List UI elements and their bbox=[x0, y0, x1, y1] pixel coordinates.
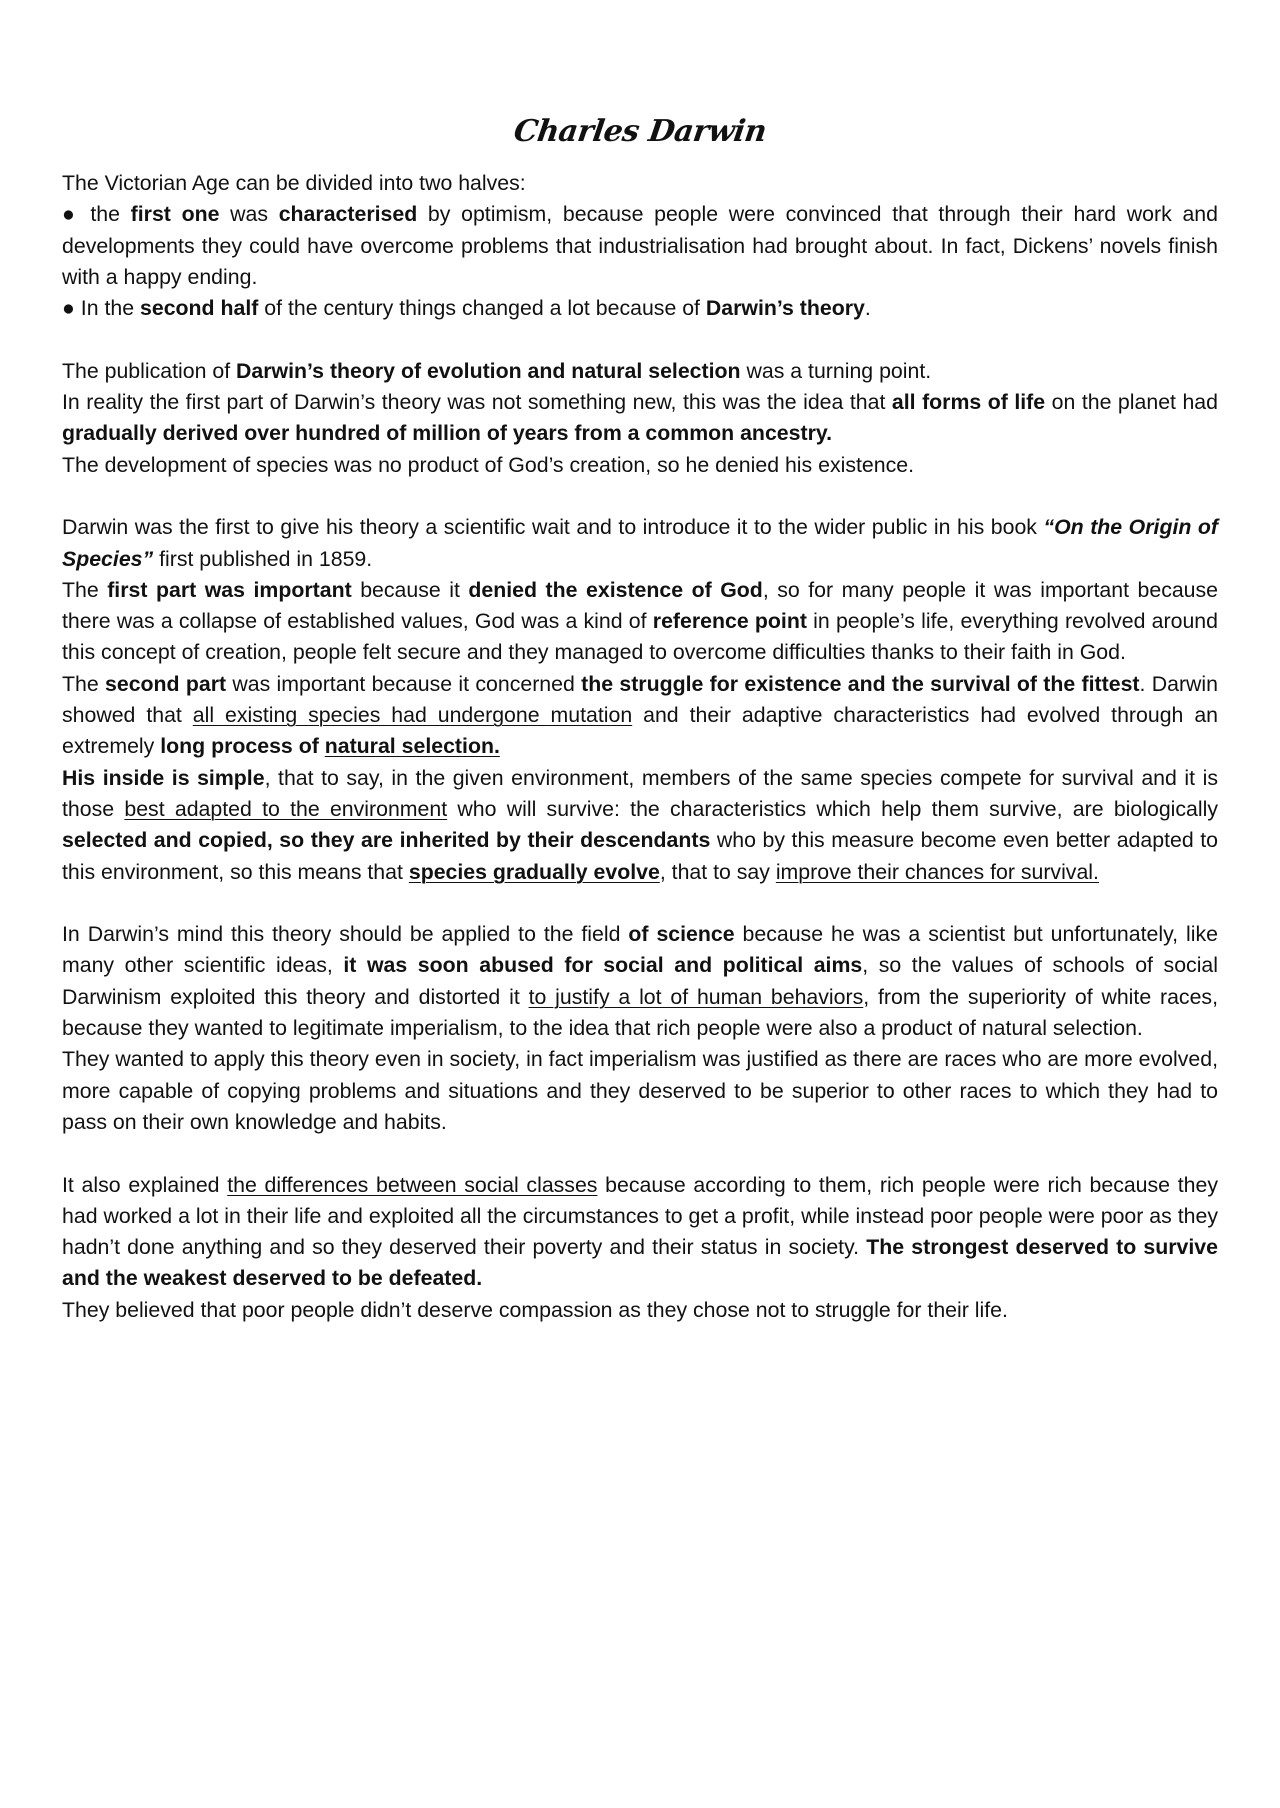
paragraph-inside-simple: His inside is simple, that to say, in the given environment, members of the same species compete for survival and it is those best adapted to the environment who will survive: the characteristics which help them survive, are biologically selected and copied, so they are inherited by their descendants who by this measure become even better adapted to this environment, so this means that species gradually evolve, that to say improve their chances for survival. bbox=[62, 765, 1219, 884]
bullet-first-half: ● the first one was characterised by optimism, because people were convinced that through their hard work and developments they could have overcome problems that industrialisation had brought about. In fact, Dickens’ novels finish with a happy ending. bbox=[62, 202, 1218, 289]
paragraph-development-species: The development of species was no product of God’s creation, so he denied his existence. bbox=[62, 452, 914, 477]
paragraph-first-part-important: The first part was important because it denied the existence of God, so for many people it was important because there was a collapse of established values, God was a kind of reference point in people’s life, everything revolved around this concept of creation, people felt secure and they managed to overcome difficulties thanks to their faith in God. bbox=[62, 577, 1219, 665]
bullet-icon: ● bbox=[62, 202, 80, 227]
paragraph-social-darwinism: In Darwin’s mind this theory should be applied to the field of science because he was a scientist but unfortunately, like many other scientific ideas, it was soon abused for social and political aims, so the values of schools of social Darwinism exploited this theory and distorted it to justify a lot of human behaviors, from the superiority of white races, because they wanted to legitimate imperialism, to the idea that rich people were also a product of natural selection. bbox=[62, 922, 1218, 1041]
paragraph-gap bbox=[62, 888, 1218, 919]
paragraph-second-part-important: The second part was important because it concerned the struggle for existence and the survival of the fittest. Darwin showed that all existing species had undergone mutation and their adaptive characteristics had evolved through an extremely long process of natural selection. bbox=[62, 671, 1219, 759]
paragraph-social-classes: It also explained the differences between social classes because according to them, rich people were rich because they had worked a lot in their life and exploited all the circumstances to get a profit, while instead poor people were poor as they hadn’t done anything and so they deserved their poverty and their status in society. The strongest deserved to survive and the weakest deserved to be defeated. bbox=[62, 1172, 1218, 1291]
bullet-second-half: ● In the second half of the century things changed a lot because of Darwin’s theory. bbox=[62, 296, 871, 321]
paragraph-gap bbox=[62, 324, 1218, 355]
paragraph-imperialism: They wanted to apply this theory even in society, in fact imperialism was justified as there are races who are more evolved, more capable of copying problems and situations and they deserved to be superior to other races to which they had to pass on their own knowledge and habits. bbox=[62, 1047, 1218, 1134]
paragraph-compassion: They believed that poor people didn’t deserve compassion as they chose not to struggle for their life. bbox=[62, 1297, 1008, 1322]
page-title: Charles Darwin bbox=[511, 114, 769, 149]
paragraph-gap bbox=[62, 481, 1218, 512]
paragraph-first-part-theory: In reality the first part of Darwin’s theory was not something new, this was the idea that all forms of life on the planet had gradually derived over hundred of million of years from a common ancestry. bbox=[62, 390, 1218, 446]
paragraph-publication: The publication of Darwin’s theory of evolution and natural selection was a turning point. bbox=[62, 358, 932, 383]
paragraph-origin-of-species: Darwin was the first to give his theory a scientific wait and to introduce it to the wider public in his book “On the Origin of Species” first published in 1859. bbox=[62, 515, 1218, 571]
document-body bbox=[62, 168, 1218, 1326]
paragraph-gap bbox=[62, 1138, 1218, 1169]
intro-lead: The Victorian Age can be divided into two halves: bbox=[62, 171, 526, 195]
bullet-icon: ● bbox=[62, 296, 75, 321]
